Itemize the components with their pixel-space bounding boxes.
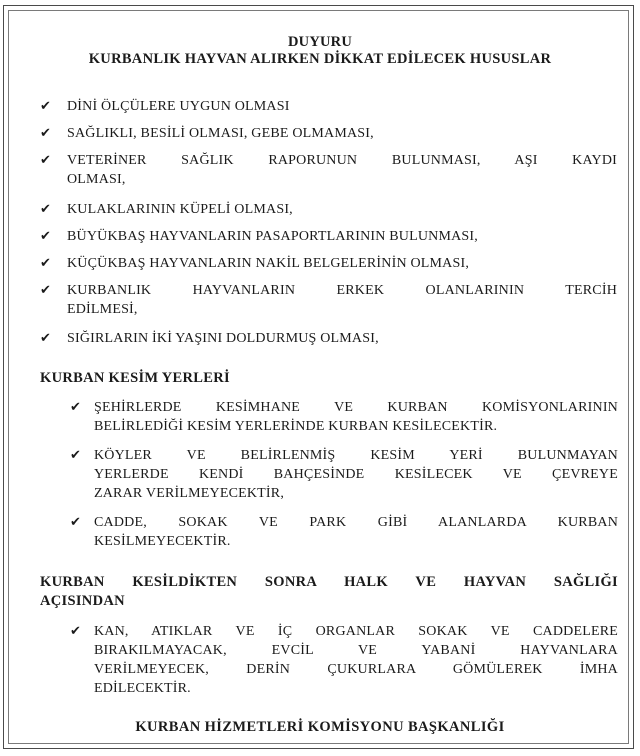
check-icon: ✔ [40, 99, 52, 114]
check-icon: ✔ [70, 515, 82, 530]
list-item: ŞEHİRLERDE KESİMHANE VE KURBAN KOMİSYONLARININ [94, 400, 618, 415]
check-icon: ✔ [40, 126, 52, 141]
list-item: SIĞIRLARIN İKİ YAŞINI DOLDURMUŞ OLMASI, [67, 331, 379, 346]
section-heading-slaughter-places: KURBAN KESİM YERLERİ [40, 370, 230, 386]
list-item: SAĞLIKLI, BESİLİ OLMASI, GEBE OLMAMASI, [67, 126, 374, 141]
check-icon: ✔ [70, 624, 82, 639]
list-item: KÜÇÜKBAŞ HAYVANLARIN NAKİL BELGELERİNİN OLMASI, [67, 256, 470, 271]
page-title: KURBANLIK HAYVAN ALIRKEN DİKKAT EDİLECEK HUSUSLAR [88, 51, 552, 67]
section-heading-public-health: KURBAN KESİLDİKTEN SONRA HALK VE HAYVAN SAĞLIĞI [40, 574, 618, 590]
list-item: VETERİNER SAĞLIK RAPORUNUN BULUNMASI, AŞI KAYDI [67, 153, 617, 168]
notice-label: DUYURU [287, 34, 353, 50]
list-item: KURBANLIK HAYVANLARIN ERKEK OLANLARININ TERCİH [67, 283, 617, 298]
check-icon: ✔ [70, 400, 82, 415]
list-item-continued: YERLERDE KENDİ BAHÇESİNDE KESİLECEK VE ÇEVREYE [94, 467, 618, 482]
list-item-continued: BELİRLEDİĞİ KESİM YERLERİNDE KURBAN KESİLECEKTİR. [94, 419, 498, 434]
list-item-continued: BIRAKILMAYACAK, EVCİL VE YABANİ HAYVANLARA [94, 643, 618, 658]
list-item-continued: VERİLMEYECEK, DERİN ÇUKURLARA GÖMÜLEREK İMHA [94, 662, 618, 677]
check-icon: ✔ [40, 283, 52, 298]
list-item-continued: KESİLMEYECEKTİR. [94, 534, 231, 549]
list-item: KÖYLER VE BELİRLENMİŞ KESİM YERİ BULUNMAYAN [94, 448, 618, 463]
list-item: CADDE, SOKAK VE PARK GİBİ ALANLARDA KURBAN [94, 515, 618, 530]
check-icon: ✔ [40, 331, 52, 346]
list-item-continued: EDİLECEKTİR. [94, 681, 191, 696]
list-item: KAN, ATIKLAR VE İÇ ORGANLAR SOKAK VE CADDELERE [94, 624, 618, 639]
check-icon: ✔ [40, 153, 52, 168]
section-heading-public-health-continued: AÇISINDAN [40, 593, 125, 609]
list-item-continued: OLMASI, [67, 172, 126, 187]
list-item: KULAKLARININ KÜPELİ OLMASI, [67, 202, 293, 217]
footer-signature: KURBAN HİZMETLERİ KOMİSYONU BAŞKANLIĞI [135, 719, 505, 735]
list-item-continued: EDİLMESİ, [67, 302, 138, 317]
check-icon: ✔ [40, 256, 52, 271]
list-item: BÜYÜKBAŞ HAYVANLARIN PASAPORTLARININ BULUNMASI, [67, 229, 478, 244]
check-icon: ✔ [40, 229, 52, 244]
check-icon: ✔ [40, 202, 52, 217]
check-icon: ✔ [70, 448, 82, 463]
list-item: DİNİ ÖLÇÜLERE UYGUN OLMASI [67, 99, 290, 114]
list-item-continued: ZARAR VERİLMEYECEKTİR, [94, 486, 285, 501]
